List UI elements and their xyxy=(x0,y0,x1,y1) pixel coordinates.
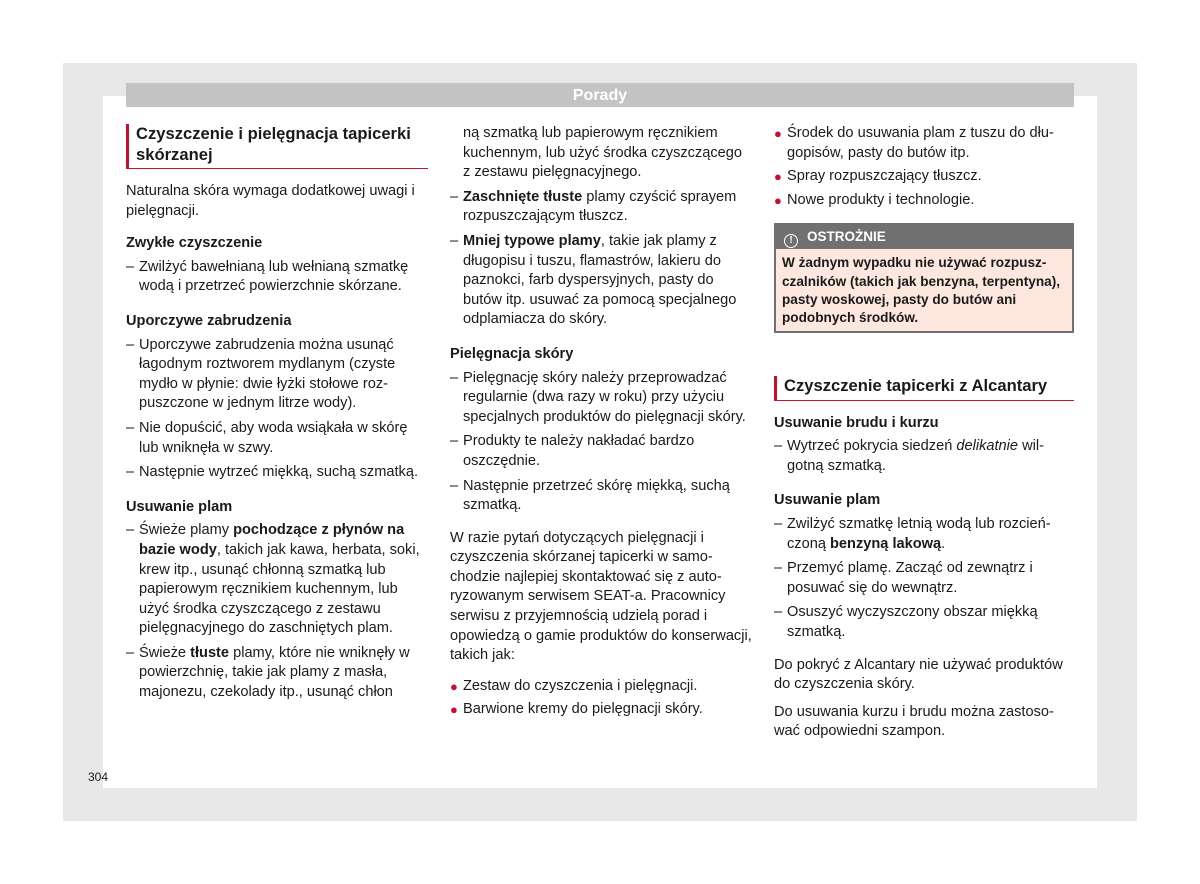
dash-marker: – xyxy=(450,232,459,249)
list-item: – Mniej typowe plamy, takie jak plamy z długopisu i tuszu, flamastrów, lakieru do paznokci, farb dyspersyjnych, pasty do butów itp. usuwać za pomocą specjalnego odplamiacza do skóry. xyxy=(450,232,752,330)
list-item: – Wytrzeć pokrycia siedzeń delikatnie wilgotną szmatką. xyxy=(774,437,1074,476)
subheading-regular-cleaning: Zwykłe czyszczenie xyxy=(126,235,263,252)
bullet-marker: ● xyxy=(450,678,458,694)
column-1 xyxy=(126,124,428,703)
list-item: – Nie dopuścić, aby woda wsiąkała w skórę lub wniknęła w szwy. xyxy=(126,419,428,458)
list-item-continued: ną szmatką lub papierowym ręcznikiem kuchennym, lub użyć środka czyszczącego z zestawu pielęgnacyjnego. xyxy=(463,125,743,181)
list-item: – Świeże tłuste plamy, które nie wniknęły w powierzchnię, takie jak plamy z masła, majonezu, czekolady itp., usunąć chłon xyxy=(126,644,428,703)
bullet-marker: ● xyxy=(774,169,782,185)
subheading-stain-removal-alcantara: Usuwanie plam xyxy=(774,492,881,509)
bullet-item: ● Środek do usuwania plam z tuszu do długopisów, pasty do butów itp. xyxy=(774,124,1074,163)
bullet-marker: ● xyxy=(774,126,782,141)
list-item: – Pielęgnację skóry należy przeprowadzać regularnie (dwa razy w roku) przy użyciu specjalnych produktów do pielęgnacji skóry. xyxy=(450,369,752,428)
dash-marker: – xyxy=(450,433,459,450)
list-item: – Następnie wytrzeć miękką, suchą szmatką. xyxy=(126,463,428,483)
section-header: Porady xyxy=(126,83,1074,107)
dash-marker: – xyxy=(126,336,135,353)
column-2 xyxy=(450,124,752,720)
bullet-item: ● Barwione kremy do pielęgnacji skóry. xyxy=(450,700,752,720)
dash-marker: – xyxy=(450,369,459,386)
dash-marker: – xyxy=(450,188,459,205)
list-item: – Następnie przetrzeć skórę miękką, suchą szmatką. xyxy=(450,477,752,516)
dash-marker: – xyxy=(126,522,135,539)
caution-header xyxy=(776,225,1072,249)
subheading-stubborn-dirt: Uporczywe zabrudzenia xyxy=(126,312,292,329)
list-item: – Przemyć plamę. Zacząć od zewnątrz i posuwać się do wewnątrz. xyxy=(774,559,1074,598)
list-item: – Produkty te należy nakładać bardzo oszczędnie. xyxy=(450,432,752,471)
dash-marker: – xyxy=(126,464,135,481)
list-item: – Uporczywe zabrudzenia można usunąć łagodnym roztworem mydlanym (czyste mydło w płynie: dwie łyżki stołowe rozpuszczone w jednym litrze wody). xyxy=(126,336,428,414)
caution-title: OSTROŻNIE xyxy=(807,229,886,245)
alcantara-note-1: Do pokryć z Alcantary nie używać produktów do czyszczenia skóry. xyxy=(774,656,1063,693)
dash-marker: – xyxy=(774,516,783,533)
dash-marker: – xyxy=(774,560,783,577)
dash-marker: – xyxy=(126,258,135,275)
page-number: 304 xyxy=(88,770,109,784)
caution-text: W żadnym wypadku nie używać rozpuszczalników (takich jak benzyna, terpentyna), pasty woskowej, pasty do butów ani podobnych środków. xyxy=(782,255,1060,325)
list-item: – Zwilżyć bawełnianą lub wełnianą szmatkę wodą i przetrzeć powierzchnie skórzane. xyxy=(126,258,428,297)
section-title-leather: Czyszczenie i pielęgnacja tapicerki skórzanej xyxy=(126,124,428,169)
column-3 xyxy=(774,124,1074,742)
bullet-item: ● Zestaw do czyszczenia i pielęgnacji. xyxy=(450,677,752,697)
alcantara-note-2: Do usuwania kurzu i brudu można zastosować odpowiedni szampon. xyxy=(774,703,1054,740)
dash-marker: – xyxy=(774,438,783,455)
bullet-item: ● Spray rozpuszczający tłuszcz. xyxy=(774,167,1074,187)
bullet-marker: ● xyxy=(450,702,458,718)
caution-box xyxy=(774,223,1074,333)
list-item: – Zwilżyć szmatkę letnią wodą lub rozcieńczoną benzyną lakową. xyxy=(774,515,1074,554)
service-paragraph: W razie pytań dotyczących pielęgnacji i czyszczenia skórzanej tapicerki w samochodzie najlepiej skontaktować się z autoryzowanym serwisem SEAT-a. Pracownicy serwisu z przyjemnością udzielą porad i opowiedzą o gamie produktów do konserwacji, takich jak: xyxy=(450,529,752,664)
dash-marker: – xyxy=(126,419,135,436)
dash-marker: – xyxy=(774,604,783,621)
dash-marker: – xyxy=(450,477,459,494)
list-item: – Osuszyć wyczyszczony obszar miękką szmatką. xyxy=(774,603,1074,642)
list-item: – Zaschnięte tłuste plamy czyścić sprayem rozpuszczającym tłuszcz. xyxy=(450,188,752,227)
bullet-marker: ● xyxy=(774,192,782,208)
section-title-alcantara: Czyszczenie tapicerki z Alcantary xyxy=(774,376,1074,401)
list-item: – Świeże plamy pochodzące z płynów na bazie wody, takich jak kawa, herbata, soki, krew itp., usunąć chłonną szmatką lub papierowym ręcznikiem kuchennym, lub użyć środka czyszczącego z zestawu pielęgnacyjnego do zaschniętych plam. xyxy=(126,521,428,639)
subheading-leather-care: Pielęgnacja skóry xyxy=(450,345,574,362)
intro-paragraph: Naturalna skóra wymaga dodatkowej uwagi i pielęgnacji. xyxy=(126,183,415,219)
subheading-dust-removal: Usuwanie brudu i kurzu xyxy=(774,414,939,431)
dash-marker: – xyxy=(126,644,135,661)
subheading-stain-removal: Usuwanie plam xyxy=(126,498,233,515)
exclamation-circle-icon: ! xyxy=(784,234,798,248)
bullet-item: ● Nowe produkty i technologie. xyxy=(774,191,1074,211)
